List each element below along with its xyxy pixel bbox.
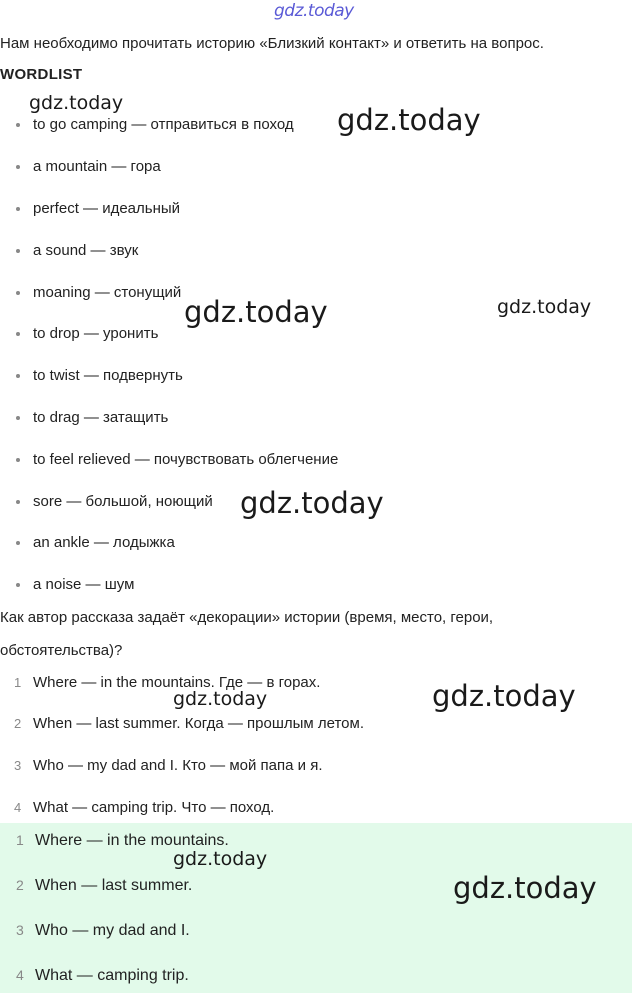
answer-item bbox=[16, 922, 190, 940]
list-item bbox=[16, 576, 134, 596]
answer-item bbox=[16, 877, 192, 895]
list-item bbox=[16, 158, 161, 178]
list-item bbox=[16, 409, 168, 429]
watermark: gdz.today bbox=[184, 295, 328, 329]
list-item bbox=[16, 325, 158, 345]
list-item-text: to go camping — отправиться в поход bbox=[33, 116, 294, 133]
question-line-1: Как автор рассказа задаёт «декорации» истории (время, место, герои, bbox=[0, 609, 494, 626]
answer-number: 1 bbox=[14, 675, 22, 690]
watermark: gdz.today bbox=[432, 679, 576, 713]
list-item-text: a sound — звук bbox=[33, 242, 139, 259]
answer-number: 3 bbox=[14, 758, 22, 773]
list-item bbox=[16, 284, 181, 304]
list-item bbox=[16, 200, 180, 220]
bullet-icon bbox=[16, 374, 20, 378]
answer-item bbox=[14, 715, 364, 732]
intro-text: Нам необходимо прочитать историю «Близкий контакт» и ответить на вопрос. bbox=[0, 35, 544, 52]
bullet-icon bbox=[16, 123, 20, 127]
answer-text: Who — my dad and I. bbox=[35, 922, 190, 939]
watermark: gdz.today bbox=[453, 871, 597, 905]
answer-text: What — camping trip. Что — поход. bbox=[33, 799, 275, 816]
watermark: gdz.today bbox=[29, 92, 124, 114]
answer-text: Who — my dad and I. Кто — мой папа и я. bbox=[33, 757, 323, 774]
watermark: gdz.today bbox=[337, 103, 481, 137]
answer-text: When — last summer. bbox=[35, 877, 193, 894]
watermark: gdz.today bbox=[173, 688, 268, 710]
bullet-icon bbox=[16, 500, 20, 504]
bullet-icon bbox=[16, 249, 20, 253]
answer-highlight-box bbox=[0, 823, 632, 993]
answer-text: Where — in the mountains. bbox=[35, 832, 229, 849]
list-item-text: a noise — шум bbox=[33, 576, 135, 593]
answer-number: 1 bbox=[16, 832, 24, 848]
answer-item bbox=[14, 757, 322, 774]
answer-number: 4 bbox=[14, 800, 22, 815]
list-item bbox=[16, 493, 213, 513]
list-item-text: to twist — подвернуть bbox=[33, 367, 183, 384]
answer-text: What — camping trip. bbox=[35, 967, 189, 984]
answer-number: 2 bbox=[14, 716, 22, 731]
answer-item bbox=[14, 674, 320, 691]
bullet-icon bbox=[16, 207, 20, 211]
list-item-text: a mountain — гора bbox=[33, 158, 161, 175]
watermark: gdz.today bbox=[497, 296, 592, 318]
bullet-icon bbox=[16, 291, 20, 295]
watermark: gdz.today bbox=[173, 848, 268, 870]
answer-text: Where — in the mountains. Где — в горах. bbox=[33, 674, 321, 691]
list-item-text: perfect — идеальный bbox=[33, 200, 181, 217]
bullet-icon bbox=[16, 165, 20, 169]
list-item-text: to drop — уронить bbox=[33, 325, 159, 342]
list-item bbox=[16, 116, 294, 136]
list-item bbox=[16, 242, 138, 262]
watermark: gdz.today bbox=[240, 486, 384, 520]
bullet-icon bbox=[16, 541, 20, 545]
answer-item bbox=[14, 799, 274, 816]
bullet-icon bbox=[16, 332, 20, 336]
answer-text: When — last summer. Когда — прошлым летом. bbox=[33, 715, 364, 732]
answer-number: 3 bbox=[16, 922, 24, 938]
list-item-text: an ankle — лодыжка bbox=[33, 534, 175, 551]
list-item bbox=[16, 367, 183, 387]
answer-item bbox=[16, 967, 189, 985]
answer-number: 2 bbox=[16, 877, 24, 893]
list-item-text: to drag — затащить bbox=[33, 409, 169, 426]
bullet-icon bbox=[16, 416, 20, 420]
list-item-text: to feel relieved — почувствовать облегчение bbox=[33, 451, 339, 468]
list-item bbox=[16, 451, 338, 471]
bullet-icon bbox=[16, 583, 20, 587]
wordlist-title: WORDLIST bbox=[0, 66, 83, 83]
bullet-icon bbox=[16, 458, 20, 462]
list-item-text: sore — большой, ноющий bbox=[33, 493, 213, 510]
list-item bbox=[16, 534, 175, 554]
list-item-text: moaning — стонущий bbox=[33, 284, 182, 301]
watermark-top: gdz.today bbox=[274, 1, 354, 21]
question-line-2: обстоятельства)? bbox=[0, 642, 123, 659]
answer-number: 4 bbox=[16, 967, 24, 983]
